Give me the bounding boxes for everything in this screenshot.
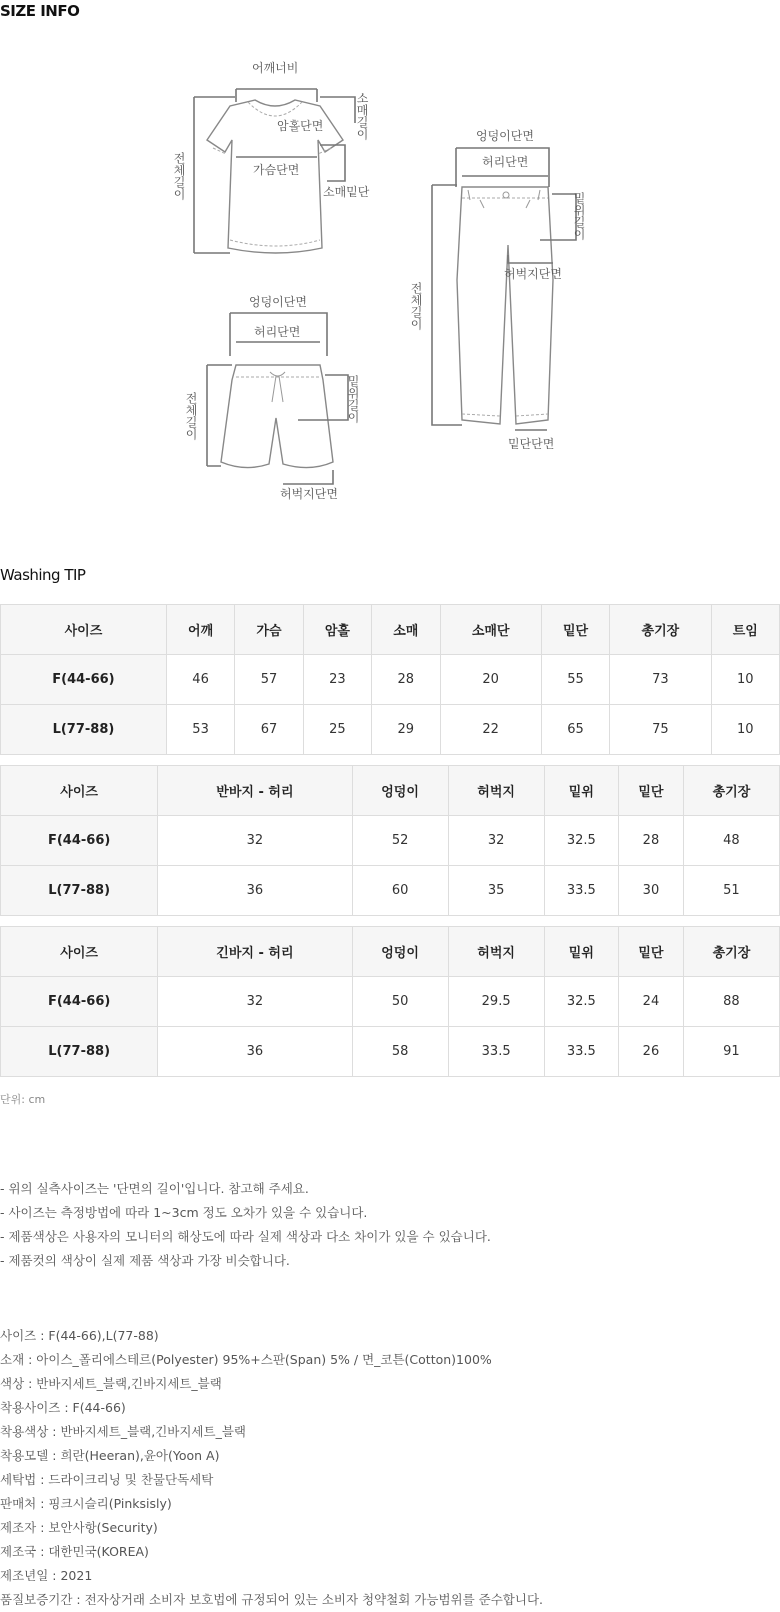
header-cell: 엉덩이 [352, 927, 448, 977]
value-cell: 58 [352, 1027, 448, 1077]
size-cell: L(77-88) [1, 866, 158, 916]
pants-outline [457, 187, 553, 424]
label-pants-hip: 엉덩이단면 [476, 129, 534, 143]
value-cell: 35 [448, 866, 544, 916]
header-cell: 허벅지 [448, 927, 544, 977]
info-line: 제조자 : 보안사항(Security) [0, 1520, 158, 1535]
value-cell: 50 [352, 977, 448, 1027]
info-line: 세탁법 : 드라이크리닝 및 찬물단독세탁 [0, 1472, 214, 1487]
header-cell: 긴바지 - 허리 [158, 927, 352, 977]
pants-size-table [0, 926, 780, 1077]
info-line: 품질보증기간 : 전자상거래 소비자 보호법에 규정되어 있는 소비자 청약철회 가능범위를 준수합니다. [0, 1592, 543, 1607]
value-cell: 32 [158, 977, 352, 1027]
value-cell: 10 [711, 655, 779, 705]
value-cell: 46 [166, 655, 234, 705]
header-cell: 밑단 [619, 927, 684, 977]
header-cell: 사이즈 [1, 766, 158, 816]
header-cell: 밑단 [619, 766, 684, 816]
shorts-outline [221, 365, 333, 468]
label-sleeve-hem: 소매밑단 [323, 185, 370, 199]
value-cell: 91 [683, 1027, 779, 1077]
header-cell: 소매 [372, 605, 440, 655]
info-line: 사이즈 : F(44-66),L(77-88) [0, 1328, 159, 1343]
note-line: - 사이즈는 측정방법에 따라 1~3cm 정도 오차가 있을 수 있습니다. [0, 1205, 368, 1220]
size-cell: F(44-66) [1, 977, 158, 1027]
value-cell: 25 [303, 705, 371, 755]
table-header-row [1, 605, 780, 655]
label-pants-rise: 밑위길이 [572, 192, 586, 240]
label-shorts-hip: 엉덩이단면 [249, 295, 307, 309]
value-cell: 32.5 [544, 816, 618, 866]
label-armhole: 암홀단면 [277, 119, 324, 133]
header-cell: 총기장 [683, 927, 779, 977]
value-cell: 20 [440, 655, 541, 705]
value-cell: 30 [619, 866, 684, 916]
label-chest: 가슴단면 [253, 163, 300, 177]
value-cell: 28 [372, 655, 440, 705]
header-cell: 밑위 [544, 766, 618, 816]
size-info-title: SIZE INFO [0, 2, 80, 20]
table-row [1, 816, 780, 866]
table-row [1, 705, 780, 755]
value-cell: 23 [303, 655, 371, 705]
value-cell: 32.5 [544, 977, 618, 1027]
size-cell: L(77-88) [1, 705, 167, 755]
info-line: 판매처 : 핑크시슬리(Pinksisly) [0, 1496, 172, 1511]
label-shorts-waist: 허리단면 [254, 325, 301, 339]
value-cell: 36 [158, 866, 352, 916]
garment-illustration [0, 40, 780, 530]
label-shoulder-width: 어깨너비 [252, 61, 299, 75]
value-cell: 51 [683, 866, 779, 916]
label-shorts-rise: 밑위길이 [346, 375, 360, 423]
header-cell: 허벅지 [448, 766, 544, 816]
info-line: 제조국 : 대한민국(KOREA) [0, 1544, 149, 1559]
value-cell: 32 [448, 816, 544, 866]
header-cell: 암홀 [303, 605, 371, 655]
value-cell: 33.5 [544, 866, 618, 916]
table-row [1, 866, 780, 916]
value-cell: 57 [235, 655, 303, 705]
info-line: 소재 : 아이스_폴리에스테르(Polyester) 95%+스판(Span) 5% / 면_코튼(Cotton)100% [0, 1352, 492, 1367]
value-cell: 88 [683, 977, 779, 1027]
value-cell: 52 [352, 816, 448, 866]
header-cell: 밑위 [544, 927, 618, 977]
size-cell: F(44-66) [1, 816, 158, 866]
value-cell: 10 [711, 705, 779, 755]
value-cell: 53 [166, 705, 234, 755]
header-cell: 총기장 [610, 605, 711, 655]
label-shorts-thigh: 허벅지단면 [280, 487, 338, 501]
info-line: 색상 : 반바지세트_블랙,긴바지세트_블랙 [0, 1376, 222, 1391]
value-cell: 75 [610, 705, 711, 755]
note-line: - 제품색상은 사용자의 모니터의 해상도에 따라 실제 색상과 다소 차이가 있을 수 있습니다. [0, 1229, 491, 1244]
value-cell: 33.5 [448, 1027, 544, 1077]
info-line: 제조년일 : 2021 [0, 1568, 93, 1583]
label-pants-hem: 밑단단면 [508, 437, 555, 451]
header-cell: 밑단 [541, 605, 609, 655]
value-cell: 73 [610, 655, 711, 705]
table-row [1, 977, 780, 1027]
value-cell: 55 [541, 655, 609, 705]
header-cell: 소매단 [440, 605, 541, 655]
info-line: 착용색상 : 반바지세트_블랙,긴바지세트_블랙 [0, 1424, 246, 1439]
size-cell: L(77-88) [1, 1027, 158, 1077]
value-cell: 48 [683, 816, 779, 866]
header-cell: 총기장 [683, 766, 779, 816]
unit-note: 단위: cm [0, 1093, 46, 1106]
label-tshirt-total-length: 전체길이 [172, 152, 186, 200]
label-sleeve-length: 소매길이 [355, 92, 369, 140]
value-cell: 29 [372, 705, 440, 755]
value-cell: 24 [619, 977, 684, 1027]
table-row [1, 1027, 780, 1077]
header-cell: 엉덩이 [352, 766, 448, 816]
value-cell: 36 [158, 1027, 352, 1077]
size-diagram [0, 40, 780, 530]
value-cell: 26 [619, 1027, 684, 1077]
value-cell: 32 [158, 816, 352, 866]
info-line: 착용모델 : 희란(Heeran),윤아(Yoon A) [0, 1448, 220, 1463]
info-line: 착용사이즈 : F(44-66) [0, 1400, 126, 1415]
product-info [0, 1324, 543, 1612]
header-cell: 반바지 - 허리 [158, 766, 352, 816]
value-cell: 67 [235, 705, 303, 755]
value-cell: 33.5 [544, 1027, 618, 1077]
note-line: - 위의 실측사이즈는 '단면의 길이'입니다. 참고해 주세요. [0, 1181, 309, 1196]
header-cell: 트임 [711, 605, 779, 655]
value-cell: 22 [440, 705, 541, 755]
header-cell: 사이즈 [1, 605, 167, 655]
value-cell: 65 [541, 705, 609, 755]
table-row [1, 655, 780, 705]
size-cell: F(44-66) [1, 655, 167, 705]
value-cell: 28 [619, 816, 684, 866]
table-header-row [1, 927, 780, 977]
value-cell: 60 [352, 866, 448, 916]
label-pants-thigh: 허벅지단면 [504, 267, 562, 281]
header-cell: 가슴 [235, 605, 303, 655]
shorts-size-table [0, 765, 780, 916]
washing-tip-title: Washing TIP [0, 566, 86, 584]
header-cell: 어깨 [166, 605, 234, 655]
value-cell: 29.5 [448, 977, 544, 1027]
measurement-notes [0, 1177, 491, 1273]
label-pants-total-length: 전체길이 [409, 282, 423, 330]
label-pants-waist: 허리단면 [482, 155, 529, 169]
note-line: - 제품컷의 색상이 실제 제품 색상과 가장 비슷합니다. [0, 1253, 290, 1268]
top-size-table [0, 604, 780, 755]
label-shorts-total-length: 전체길이 [184, 392, 198, 440]
table-header-row [1, 766, 780, 816]
header-cell: 사이즈 [1, 927, 158, 977]
